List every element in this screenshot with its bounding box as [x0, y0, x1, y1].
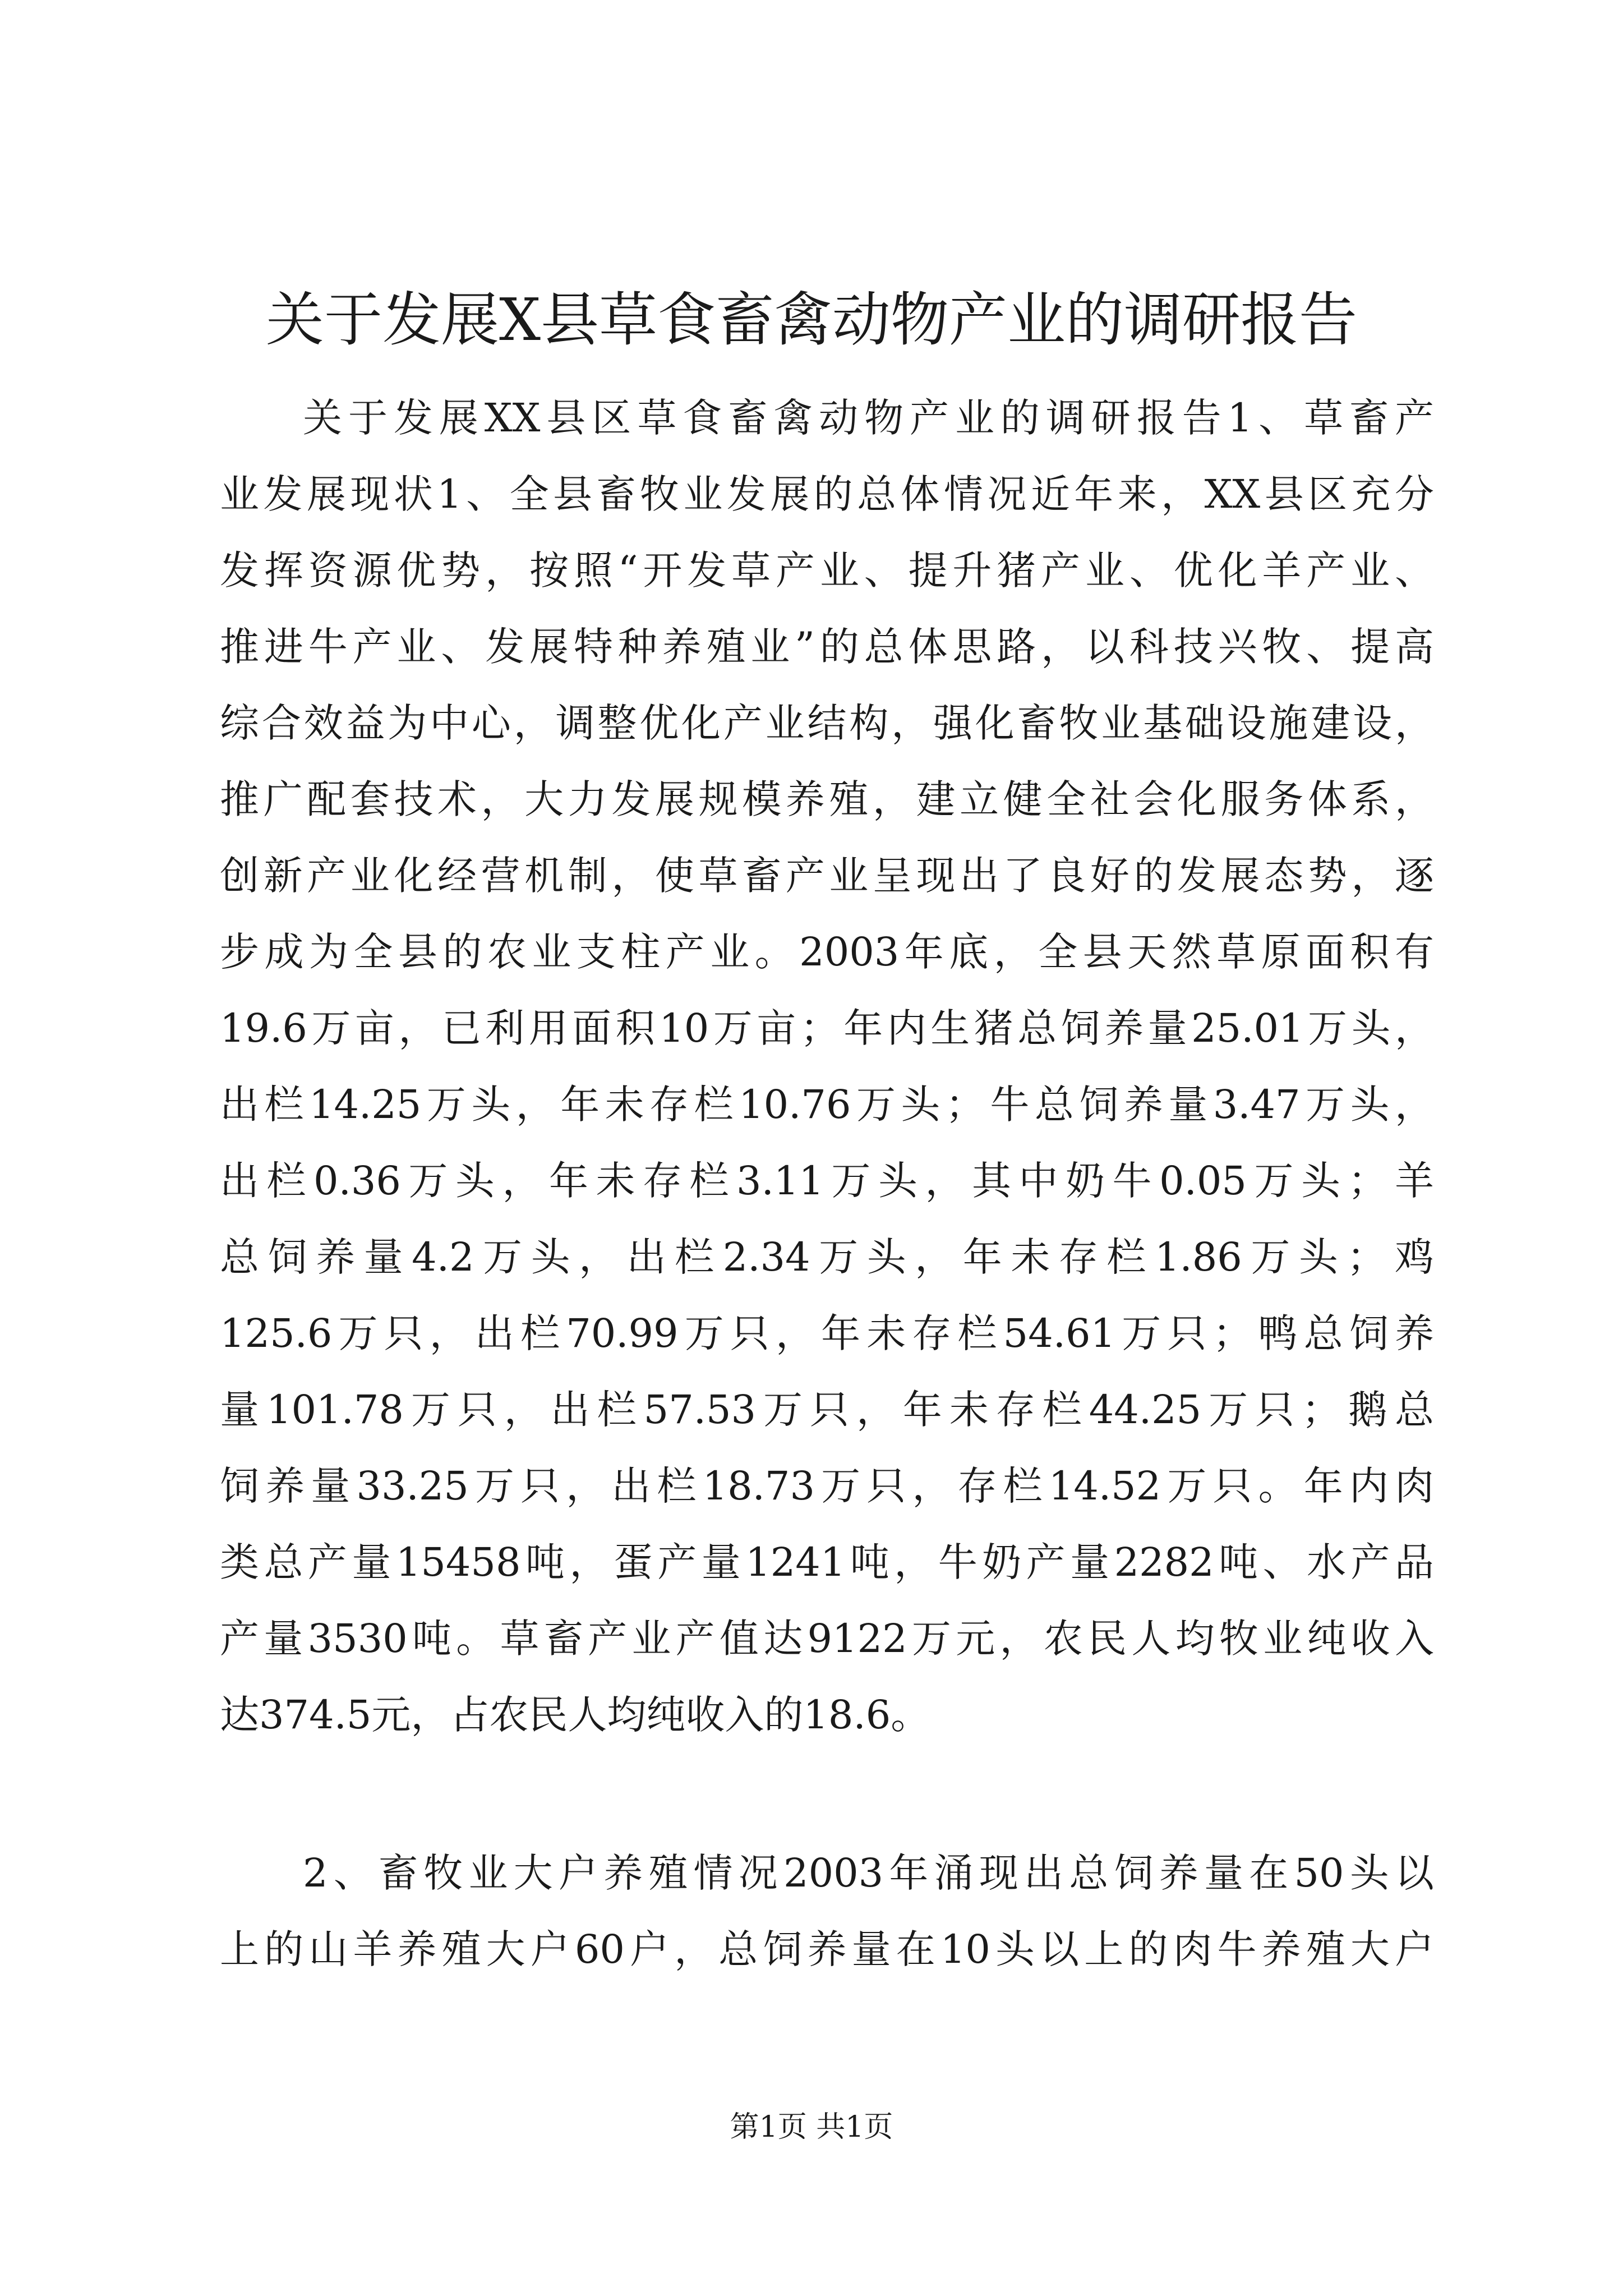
text-line: 上的山羊养殖大户60户，总饲养量在10头以上的肉牛养殖大户: [220, 1926, 1434, 1972]
paragraph-2: [220, 1835, 1434, 1987]
page-footer: 第1页 共1页: [730, 2110, 893, 2144]
text-line: 125.6万只，出栏70.99万只，年未存栏54.61万只；鸭总饲养: [220, 1310, 1434, 1356]
text-line: 19.6万亩，已利用面积10万亩；年内生猪总饲养量25.01万头，: [220, 1005, 1434, 1051]
text-line: 综合效益为中心，调整优化产业结构，强化畜牧业基础设施建设，: [220, 700, 1434, 746]
document-title: 关于发展X县草食畜禽动物产业的调研报告: [265, 286, 1358, 354]
text-line: 2、畜牧业大户养殖情况2003年涌现出总饲养量在50头以: [303, 1850, 1434, 1896]
text-line: 业发展现状1、全县畜牧业发展的总体情况近年来，XX县区充分: [220, 471, 1434, 517]
text-line: 推广配套技术，大力发展规模养殖，建立健全社会化服务体系，: [220, 776, 1434, 822]
text-line: 发挥资源优势，按照“开发草产业、提升猪产业、优化羊产业、: [220, 547, 1434, 593]
text-line: 关于发展XX县区草食畜禽动物产业的调研报告1、草畜产: [303, 395, 1434, 441]
text-line: 类总产量15458吨，蛋产量1241吨，牛奶产量2282吨、水产品: [220, 1539, 1434, 1585]
text-line: 达374.5元，占农民人均纯收入的18.6。: [220, 1692, 930, 1738]
text-line: 出栏14.25万头，年未存栏10.76万头；牛总饲养量3.47万头，: [220, 1082, 1434, 1128]
paragraph-1: [220, 380, 1434, 1753]
text-line: 饲养量33.25万只，出栏18.73万只，存栏14.52万只。年内肉: [220, 1463, 1434, 1509]
text-line: 产量3530吨。草畜产业产值达9122万元，农民人均牧业纯收入: [220, 1616, 1434, 1662]
text-line: 创新产业化经营机制，使草畜产业呈现出了良好的发展态势，逐: [220, 853, 1434, 899]
text-line: 步成为全县的农业支柱产业。2003年底，全县天然草原面积有: [220, 929, 1434, 975]
text-line: 量101.78万只，出栏57.53万只，年未存栏44.25万只；鹅总: [220, 1387, 1434, 1433]
text-line: 推进牛产业、发展特种养殖业”的总体思路，以科技兴牧、提高: [220, 624, 1434, 670]
text-line: 总饲养量4.2万头，出栏2.34万头，年未存栏1.86万头；鸡: [220, 1234, 1434, 1280]
text-line: 出栏0.36万头，年未存栏3.11万头，其中奶牛0.05万头；羊: [220, 1158, 1434, 1204]
